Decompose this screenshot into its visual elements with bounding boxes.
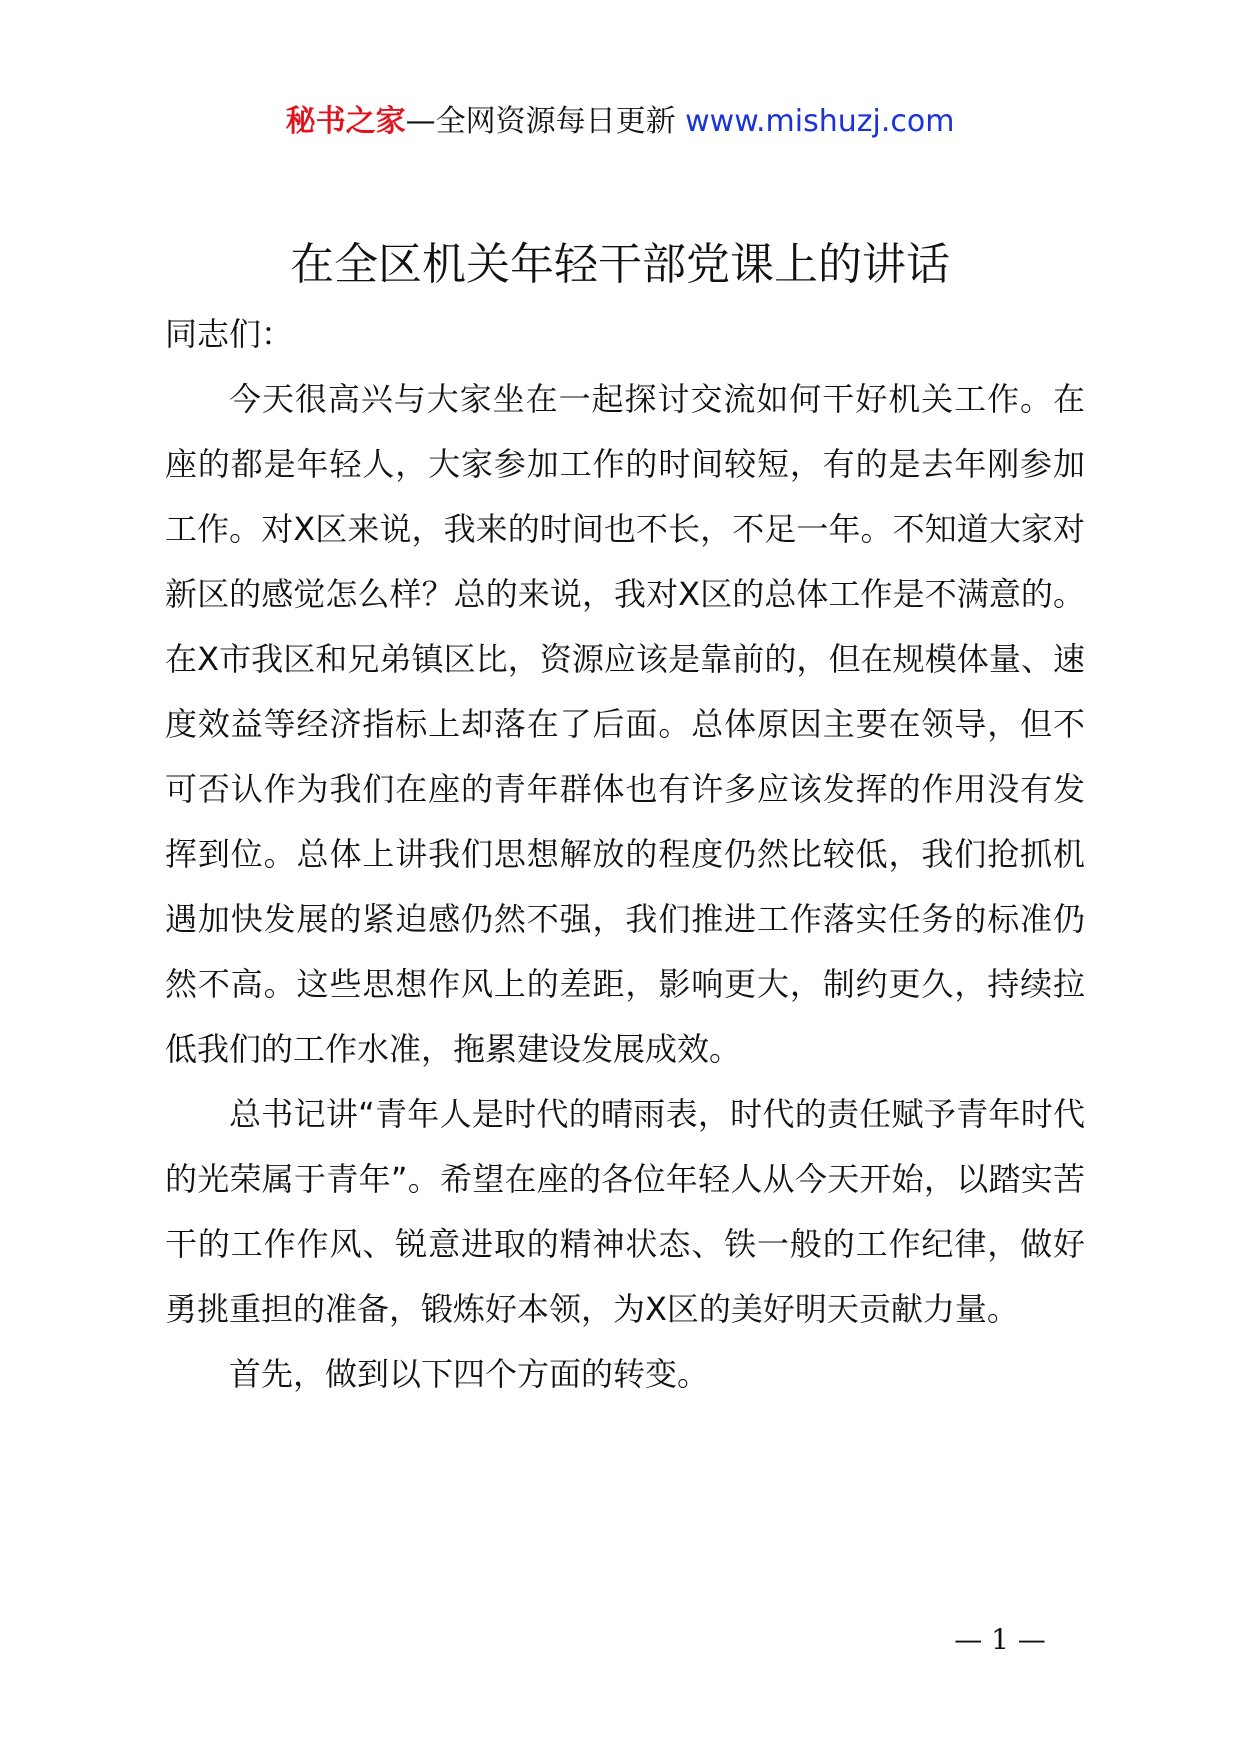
paragraph-3: 首先，做到以下四个方面的转变。 (229, 1355, 710, 1393)
page-number: — 1 — (954, 1623, 1046, 1656)
site-url[interactable]: www.mishuzj.com (685, 104, 955, 139)
document-body (165, 302, 1085, 1407)
site-header (0, 100, 1240, 144)
paragraph-2: 总书记讲“青年人是时代的晴雨表，时代的责任赋予青年时代的光荣属于青年”。希望在座的各位年轻人从今天开始，以踏实苦干的工作作风、锐意进取的精神状态、铁一般的工作纪律，做好勇挑重担的准备，锻炼好本领，为X区的美好明天贡献力量。 (165, 1095, 1085, 1328)
paragraph-1: 今天很高兴与大家坐在一起探讨交流如何干好机关工作。在座的都是年轻人，大家参加工作的时间较短，有的是去年刚参加工作。对X区来说，我来的时间也不长，不足一年。不知道大家对新区的感觉怎么样？总的来说，我对X区的总体工作是不满意的。在X市我区和兄弟镇区比，资源应该是靠前的，但在规模体量、速度效益等经济指标上却落在了后面。总体原因主要在领导，但不可否认作为我们在座的青年群体也有许多应该发挥的作用没有发挥到位。总体上讲我们思想解放的程度仍然比较低，我们抢抓机遇加快发展的紧迫感仍然不强，我们推进工作落实任务的标准仍然不高。这些思想作风上的差距，影响更大，制约更久，持续拉低我们的工作水准，拖累建设发展成效。 (165, 380, 1085, 1068)
document-title: 在全区机关年轻干部党课上的讲话 (290, 239, 950, 290)
salutation: 同志们： (165, 315, 294, 353)
site-brand: 秘书之家 (285, 104, 406, 139)
site-tagline: —全网资源每日更新 (405, 104, 676, 139)
